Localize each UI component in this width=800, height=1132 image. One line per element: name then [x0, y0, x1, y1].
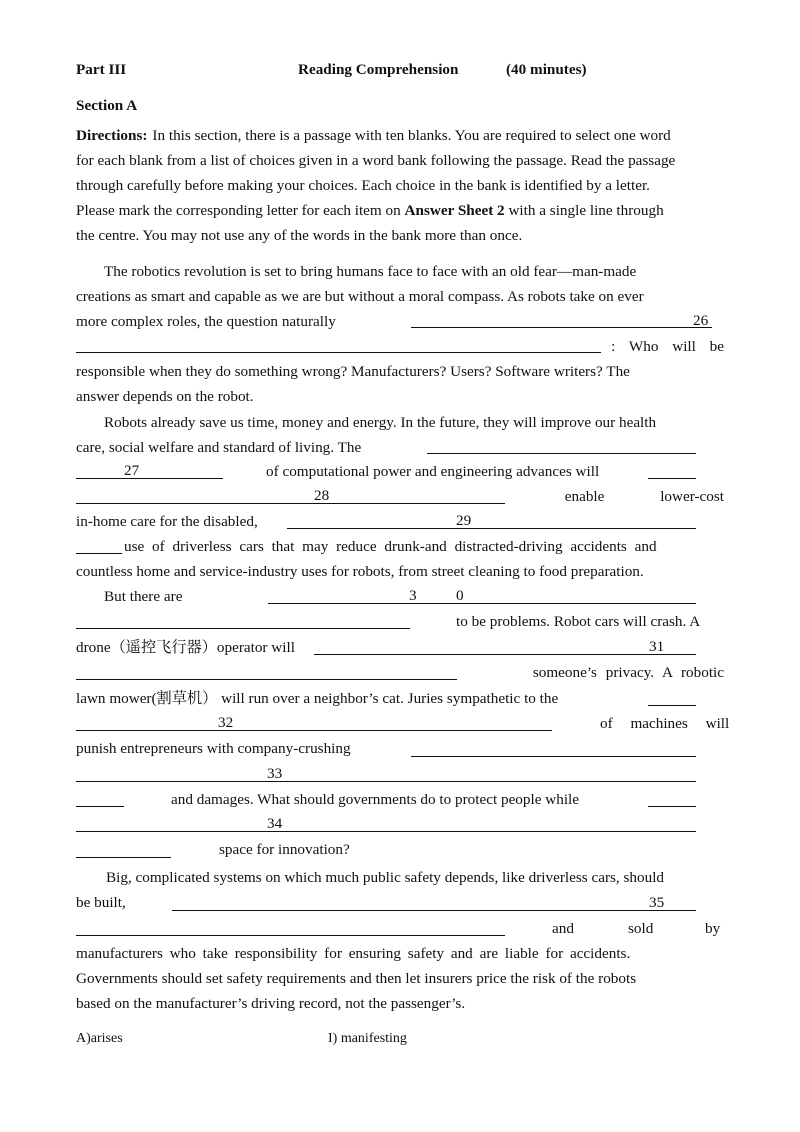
paragraph-3-line-9: and damages. What should governments do to protect people while — [171, 791, 579, 808]
blank-34-line-cont[interactable] — [76, 831, 696, 832]
blank-31-line-cont[interactable] — [76, 679, 457, 680]
blank-35-line[interactable] — [172, 910, 696, 911]
directions-line-4: Please mark the corresponding letter for each item on Answer Sheet 2 with a single line through — [76, 202, 664, 219]
blank-27-line-cont[interactable] — [76, 478, 223, 479]
blank-33-line[interactable] — [411, 756, 696, 757]
blank-33-line-cont[interactable] — [76, 781, 696, 782]
paragraph-3-line-2: to be problems. Robot cars will crash. A — [456, 613, 701, 630]
blank-26-line[interactable] — [411, 327, 712, 328]
paragraph-4-word-and: and — [552, 920, 574, 937]
blank-31-line[interactable] — [314, 654, 696, 655]
paragraph-3-line-4: someone’s privacy. A robotic — [532, 664, 724, 681]
paragraph-2-line-2: care, social welfare and standard of living. The — [76, 439, 362, 456]
directions-line-5: the centre. You may not use any of the words in the bank more than once. — [76, 227, 523, 244]
paragraph-3-line-6: of machines will — [600, 715, 730, 732]
blank-33-line-end[interactable] — [76, 806, 124, 807]
blank-32-line-cont[interactable] — [76, 730, 552, 731]
blank-29-number: 29 — [456, 512, 472, 529]
paragraph-4-line-2: be built, — [76, 894, 126, 911]
paragraph-3-line-5: lawn mower(割草机） will run over a neighbor’s cat. Juries sympathetic to the — [76, 690, 559, 707]
answer-sheet-ref: Answer Sheet 2 — [404, 202, 505, 219]
paragraph-4-line-4: manufacturers who take responsibility for ensuring safety and are liable for accidents. — [76, 945, 631, 962]
section-label: Section A — [76, 97, 138, 114]
blank-35-number: 35 — [649, 894, 665, 911]
blank-32-line[interactable] — [648, 705, 696, 706]
paragraph-1-line-2: creations as smart and capable as we are but without a moral compass. As robots take on ever — [76, 288, 644, 305]
blank-33-number: 33 — [267, 765, 283, 782]
paragraph-1-line-1: The robotics revolution is set to bring humans face to face with an old fear—man-made — [104, 263, 637, 280]
paragraph-3-line-7: punish entrepreneurs with company-crushing — [76, 740, 351, 757]
paragraph-1-line-5: responsible when they do something wrong? Manufacturers? Users? Software writers? The — [76, 363, 630, 380]
paragraph-4-word-sold: sold — [628, 920, 654, 937]
paragraph-4-line-6: based on the manufacturer’s driving record, not the passenger’s. — [76, 995, 466, 1012]
blank-30-number-b: 0 — [456, 587, 464, 604]
blank-29-line[interactable] — [287, 528, 696, 529]
blank-34-line-end[interactable] — [76, 857, 171, 858]
blank-28-number: 28 — [314, 487, 330, 504]
paragraph-1-line-3: more complex roles, the question naturally — [76, 313, 336, 330]
paragraph-2-line-6: use of driverless cars that may reduce drunk-and distracted-driving accidents and — [124, 538, 657, 555]
directions-line-2: for each blank from a list of choices given in a word bank following the passage. Read the passage — [76, 152, 676, 169]
blank-29-line-cont[interactable] — [76, 553, 122, 554]
blank-31-number: 31 — [649, 638, 665, 655]
blank-35-line-cont[interactable] — [76, 935, 505, 936]
paragraph-4-line-1: Big, complicated systems on which much public safety depends, like driverless cars, should — [106, 869, 665, 886]
paragraph-3-line-11: space for innovation? — [219, 841, 350, 858]
directions-label: Directions: — [76, 127, 148, 144]
directions-line-3: through carefully before making your choices. Each choice in the bank is identified by a letter. — [76, 177, 650, 194]
blank-26-number: 26 — [693, 312, 709, 329]
blank-34-number: 34 — [267, 815, 283, 832]
blank-28-line[interactable] — [648, 478, 696, 479]
paragraph-2-line-3: of computational power and engineering advances will — [266, 463, 600, 480]
paragraph-4-word-by: by — [705, 920, 721, 937]
blank-27-line[interactable] — [427, 453, 696, 454]
time-limit: (40 minutes) — [506, 61, 587, 78]
word-bank-option-i: I) manifesting — [328, 1031, 407, 1046]
paragraph-2-line-4: enable lower-cost — [564, 488, 724, 505]
word-bank-option-a: A)arises — [76, 1031, 123, 1046]
page-title: Reading Comprehension — [298, 61, 459, 78]
paragraph-3-line-1: But there are — [104, 588, 183, 605]
blank-28-line-cont[interactable] — [76, 503, 505, 504]
blank-34-line[interactable] — [648, 806, 696, 807]
part-label: Part III — [76, 61, 127, 78]
blank-32-number: 32 — [218, 714, 234, 731]
blank-30-line-cont[interactable] — [76, 628, 410, 629]
blank-27-number: 27 — [124, 462, 140, 479]
paragraph-2-line-7: countless home and service-industry uses for robots, from street cleaning to food preparation. — [76, 563, 644, 580]
paragraph-1-line-4: : Who will be — [611, 338, 724, 355]
blank-30-line[interactable] — [268, 603, 696, 604]
paragraph-1-line-6: answer depends on the robot. — [76, 388, 254, 405]
directions-line-1: Directions: In this section, there is a passage with ten blanks. You are required to select one word — [76, 127, 671, 144]
paragraph-4-line-5: Governments should set safety requirements and then let insurers price the risk of the robots — [76, 970, 637, 987]
blank-26-line-cont[interactable] — [76, 352, 601, 353]
paragraph-3-line-3: drone（遥控飞行器）operator will — [76, 639, 295, 656]
blank-30-number-a: 3 — [409, 587, 417, 604]
paragraph-2-line-5: in-home care for the disabled, — [76, 513, 258, 530]
paragraph-2-line-1: Robots already save us time, money and energy. In the future, they will improve our health — [104, 414, 657, 431]
